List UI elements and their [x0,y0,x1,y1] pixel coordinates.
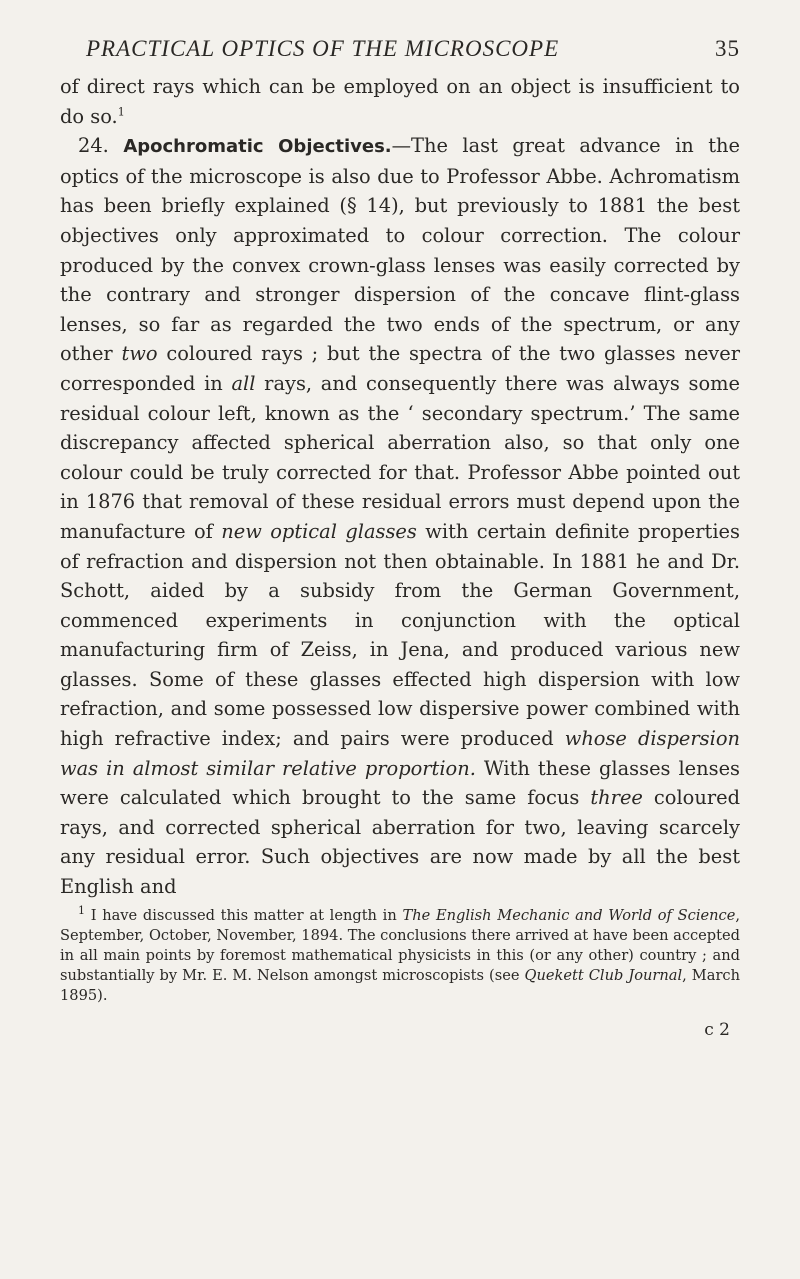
footnote-ref: 1 [117,105,125,119]
paragraph-apochromatic: 24. Apochromatic Objectives.—The last great advance in the optics of the microscope is also due to Professor Abbe. Achromatism has been briefly explained (§ 14), but previously to 1881 the best objectives only approximated to colour correction. The colour produced by the convex crown-glass lenses was easily corrected by the contrary and stronger dispersion of the concave flint-glass lenses, so far as regarded the two ends of the spectrum, or any other two coloured rays ; but the spectra of the two glasses never corresponded in all rays, and consequently there was always some residual colour left, known as the ‘ secondary spectrum.’ The same discrepancy affected spherical aberration also, so that only one colour could be truly corrected for that. Professor Abbe pointed out in 1876 that removal of these residual errors must depend upon the manufacture of new optical glasses with certain definite properties of refraction and dispersion not then obtainable. In 1881 he and Dr. Schott, aided by a subsidy from the German Government, commenced experiments in conjunction with the optical manufacturing firm of Zeiss, in Jena, and produced various new glasses. Some of these glasses effected high dispersion with low refraction, and some possessed low dispersive power combined with high refractive index; and pairs were produced whose dispersion was in almost similar relative proportion. With these glasses lenses were calculated which brought to the same focus three coloured rays, and corrected spherical aberration for two, leaving scarcely any residual error. Such objectives are now made by all the best English and [60,134,740,899]
running-title: PRACTICAL OPTICS OF THE MICROSCOPE [86,36,560,61]
running-head [60,36,740,62]
signature-mark: c 2 [704,1019,730,1040]
page-number: 35 [715,36,740,61]
body-text [60,72,740,902]
footnote: $^1$ I have discussed this matter at length in The English Mechanic and World of Science, September, October, November, 1894. The conclusions there arrived at have been accepted in all main points by foremost mathematical physicists in this (or any other) country ; and substantially by Mr. E. M. Nelson amongst microscopists (see Quekett Club Journal, March 1895). [60,903,740,1004]
book-page [60,36,740,1040]
section-heading: Apochromatic Objectives. [123,136,392,158]
footnote-marker: 1 [78,903,85,917]
section-number: 24. [78,134,109,158]
paragraph-continuation: of direct rays which can be employed on an object is insufficient to do so.$^1$ [60,75,740,128]
